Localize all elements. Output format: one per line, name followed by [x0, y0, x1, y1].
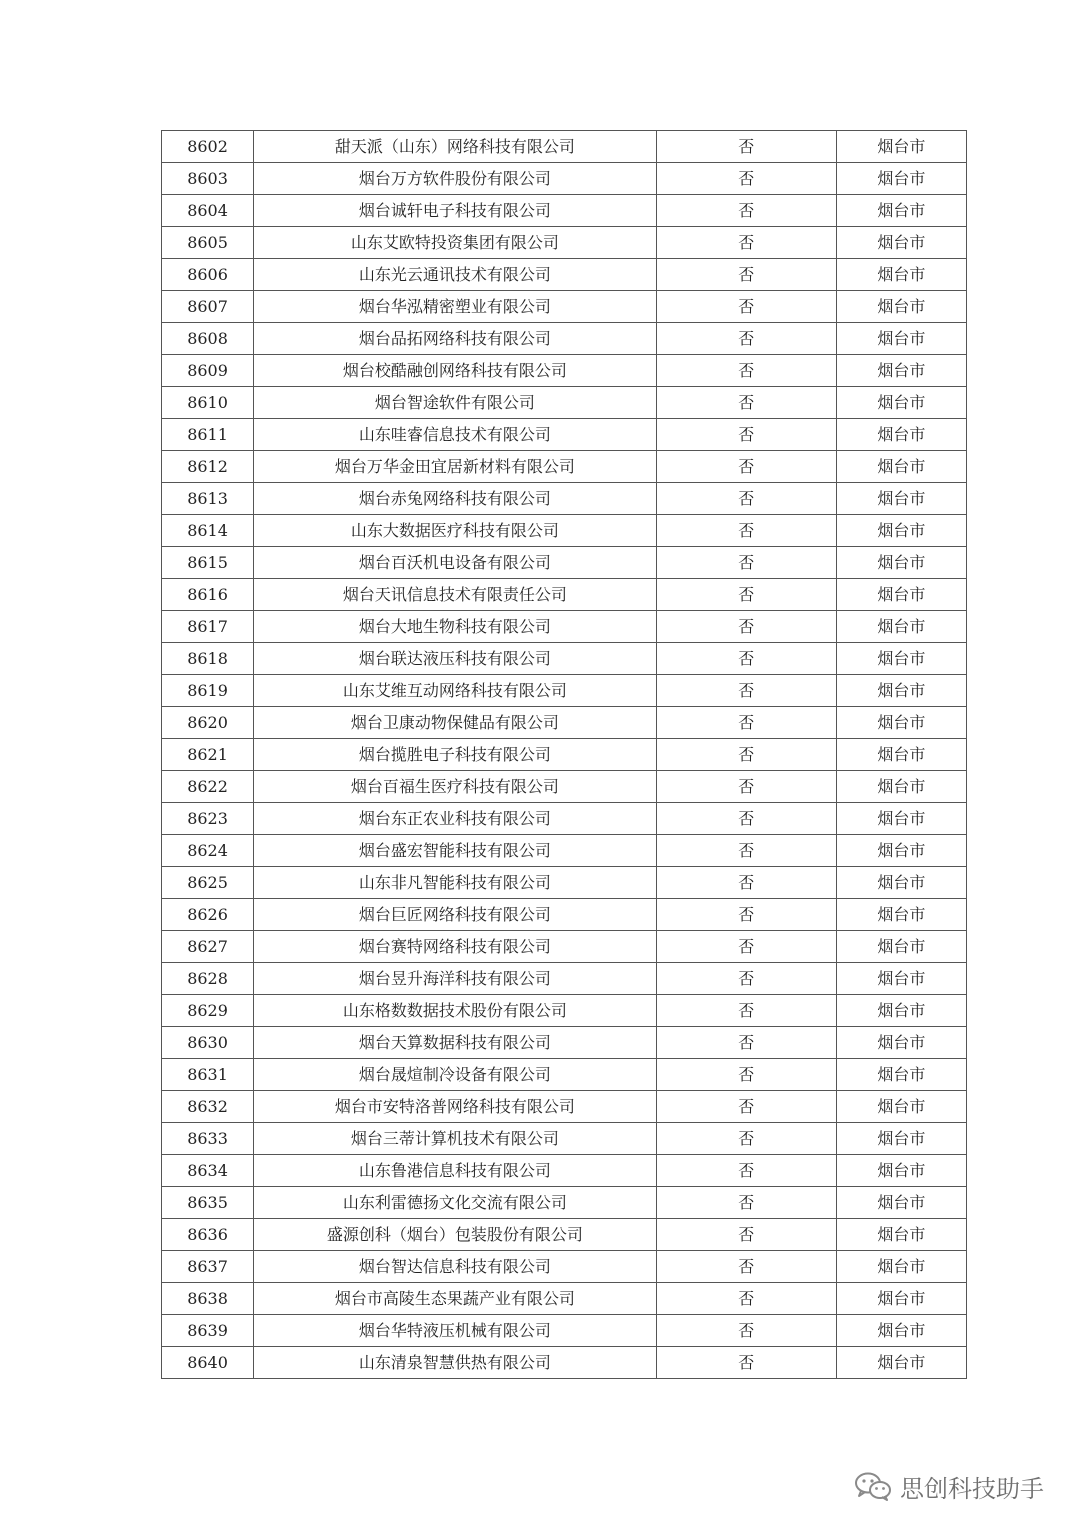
city-name: 烟台市 [836, 707, 966, 739]
flag-value: 否 [656, 1091, 836, 1123]
row-number: 8639 [162, 1315, 254, 1347]
table-row [162, 323, 967, 355]
company-name: 山东利雷德扬文化交流有限公司 [254, 1187, 657, 1219]
table-row [162, 131, 967, 163]
row-number: 8632 [162, 1091, 254, 1123]
table-row [162, 643, 967, 675]
row-number: 8634 [162, 1155, 254, 1187]
company-name: 烟台昱升海洋科技有限公司 [254, 963, 657, 995]
company-name: 山东哇睿信息技术有限公司 [254, 419, 657, 451]
table-row [162, 1123, 967, 1155]
city-name: 烟台市 [836, 1251, 966, 1283]
company-name: 烟台百沃机电设备有限公司 [254, 547, 657, 579]
company-name: 烟台卫康动物保健品有限公司 [254, 707, 657, 739]
flag-value: 否 [656, 195, 836, 227]
company-name: 烟台智途软件有限公司 [254, 387, 657, 419]
city-name: 烟台市 [836, 1347, 966, 1379]
company-name: 山东艾维互动网络科技有限公司 [254, 675, 657, 707]
row-number: 8636 [162, 1219, 254, 1251]
table-row [162, 451, 967, 483]
flag-value: 否 [656, 291, 836, 323]
table-row [162, 1187, 967, 1219]
row-number: 8633 [162, 1123, 254, 1155]
flag-value: 否 [656, 1155, 836, 1187]
row-number: 8615 [162, 547, 254, 579]
flag-value: 否 [656, 867, 836, 899]
city-name: 烟台市 [836, 579, 966, 611]
city-name: 烟台市 [836, 803, 966, 835]
flag-value: 否 [656, 835, 836, 867]
city-name: 烟台市 [836, 547, 966, 579]
table-row [162, 835, 967, 867]
flag-value: 否 [656, 131, 836, 163]
row-number: 8620 [162, 707, 254, 739]
flag-value: 否 [656, 451, 836, 483]
company-name: 烟台大地生物科技有限公司 [254, 611, 657, 643]
table-row [162, 1027, 967, 1059]
table-row [162, 579, 967, 611]
company-name: 山东非凡智能科技有限公司 [254, 867, 657, 899]
row-number: 8622 [162, 771, 254, 803]
city-name: 烟台市 [836, 1123, 966, 1155]
company-name: 山东鲁港信息科技有限公司 [254, 1155, 657, 1187]
company-name: 山东大数据医疗科技有限公司 [254, 515, 657, 547]
flag-value: 否 [656, 771, 836, 803]
flag-value: 否 [656, 1347, 836, 1379]
row-number: 8603 [162, 163, 254, 195]
table-row [162, 515, 967, 547]
city-name: 烟台市 [836, 675, 966, 707]
flag-value: 否 [656, 1059, 836, 1091]
company-name: 烟台诚轩电子科技有限公司 [254, 195, 657, 227]
flag-value: 否 [656, 227, 836, 259]
flag-value: 否 [656, 707, 836, 739]
flag-value: 否 [656, 515, 836, 547]
row-number: 8637 [162, 1251, 254, 1283]
table-row [162, 387, 967, 419]
city-name: 烟台市 [836, 387, 966, 419]
row-number: 8630 [162, 1027, 254, 1059]
row-number: 8638 [162, 1283, 254, 1315]
city-name: 烟台市 [836, 899, 966, 931]
city-name: 烟台市 [836, 451, 966, 483]
city-name: 烟台市 [836, 291, 966, 323]
row-number: 8627 [162, 931, 254, 963]
company-name: 烟台智达信息科技有限公司 [254, 1251, 657, 1283]
company-name: 山东清泉智慧供热有限公司 [254, 1347, 657, 1379]
flag-value: 否 [656, 1027, 836, 1059]
company-name: 烟台校酷融创网络科技有限公司 [254, 355, 657, 387]
city-name: 烟台市 [836, 1219, 966, 1251]
flag-value: 否 [656, 1283, 836, 1315]
city-name: 烟台市 [836, 227, 966, 259]
row-number: 8605 [162, 227, 254, 259]
company-table [161, 130, 967, 1379]
company-name: 烟台万方软件股份有限公司 [254, 163, 657, 195]
row-number: 8607 [162, 291, 254, 323]
city-name: 烟台市 [836, 483, 966, 515]
company-name: 烟台赤兔网络科技有限公司 [254, 483, 657, 515]
company-name: 烟台天算数据科技有限公司 [254, 1027, 657, 1059]
company-name: 山东艾欧特投资集团有限公司 [254, 227, 657, 259]
company-name: 烟台赛特网络科技有限公司 [254, 931, 657, 963]
row-number: 8635 [162, 1187, 254, 1219]
row-number: 8608 [162, 323, 254, 355]
flag-value: 否 [656, 323, 836, 355]
table-row [162, 739, 967, 771]
table-row [162, 195, 967, 227]
table-row [162, 291, 967, 323]
row-number: 8614 [162, 515, 254, 547]
row-number: 8616 [162, 579, 254, 611]
table-row [162, 867, 967, 899]
city-name: 烟台市 [836, 1283, 966, 1315]
table-row [162, 1155, 967, 1187]
table-row [162, 1251, 967, 1283]
company-name: 烟台市安特洛普网络科技有限公司 [254, 1091, 657, 1123]
city-name: 烟台市 [836, 131, 966, 163]
company-name: 烟台百福生医疗科技有限公司 [254, 771, 657, 803]
city-name: 烟台市 [836, 931, 966, 963]
table-row [162, 355, 967, 387]
company-name: 烟台华特液压机械有限公司 [254, 1315, 657, 1347]
city-name: 烟台市 [836, 1059, 966, 1091]
company-name: 烟台市高陵生态果蔬产业有限公司 [254, 1283, 657, 1315]
city-name: 烟台市 [836, 419, 966, 451]
row-number: 8626 [162, 899, 254, 931]
table-row [162, 547, 967, 579]
row-number: 8623 [162, 803, 254, 835]
company-name: 烟台揽胜电子科技有限公司 [254, 739, 657, 771]
row-number: 8628 [162, 963, 254, 995]
city-name: 烟台市 [836, 963, 966, 995]
company-name: 烟台天讯信息技术有限责任公司 [254, 579, 657, 611]
table-row [162, 483, 967, 515]
city-name: 烟台市 [836, 1315, 966, 1347]
city-name: 烟台市 [836, 835, 966, 867]
table-row [162, 1219, 967, 1251]
flag-value: 否 [656, 355, 836, 387]
watermark-text: 思创科技助手 [900, 1474, 1044, 1503]
city-name: 烟台市 [836, 643, 966, 675]
table-row [162, 707, 967, 739]
table-row [162, 1091, 967, 1123]
city-name: 烟台市 [836, 771, 966, 803]
table-row [162, 611, 967, 643]
flag-value: 否 [656, 1315, 836, 1347]
city-name: 烟台市 [836, 1155, 966, 1187]
company-name: 烟台东正农业科技有限公司 [254, 803, 657, 835]
flag-value: 否 [656, 899, 836, 931]
city-name: 烟台市 [836, 1027, 966, 1059]
row-number: 8629 [162, 995, 254, 1027]
flag-value: 否 [656, 1187, 836, 1219]
table-row [162, 675, 967, 707]
row-number: 8618 [162, 643, 254, 675]
row-number: 8640 [162, 1347, 254, 1379]
row-number: 8611 [162, 419, 254, 451]
row-number: 8609 [162, 355, 254, 387]
row-number: 8613 [162, 483, 254, 515]
table-row [162, 419, 967, 451]
row-number: 8612 [162, 451, 254, 483]
company-name: 烟台晟煊制冷设备有限公司 [254, 1059, 657, 1091]
row-number: 8606 [162, 259, 254, 291]
city-name: 烟台市 [836, 611, 966, 643]
company-name: 烟台盛宏智能科技有限公司 [254, 835, 657, 867]
table-row [162, 1059, 967, 1091]
table-row [162, 227, 967, 259]
table-body [162, 131, 967, 1379]
table-row [162, 1283, 967, 1315]
city-name: 烟台市 [836, 1187, 966, 1219]
city-name: 烟台市 [836, 355, 966, 387]
table-row [162, 1315, 967, 1347]
company-name: 烟台联达液压科技有限公司 [254, 643, 657, 675]
table-row [162, 899, 967, 931]
company-name: 盛源创科（烟台）包装股份有限公司 [254, 1219, 657, 1251]
city-name: 烟台市 [836, 739, 966, 771]
row-number: 8602 [162, 131, 254, 163]
flag-value: 否 [656, 931, 836, 963]
table-row [162, 963, 967, 995]
table-row [162, 163, 967, 195]
flag-value: 否 [656, 1251, 836, 1283]
row-number: 8625 [162, 867, 254, 899]
company-name: 烟台华泓精密塑业有限公司 [254, 291, 657, 323]
flag-value: 否 [656, 1123, 836, 1155]
table-row [162, 803, 967, 835]
row-number: 8624 [162, 835, 254, 867]
city-name: 烟台市 [836, 195, 966, 227]
row-number: 8619 [162, 675, 254, 707]
wechat-icon [854, 1471, 892, 1501]
row-number: 8610 [162, 387, 254, 419]
flag-value: 否 [656, 419, 836, 451]
table-row [162, 1347, 967, 1379]
flag-value: 否 [656, 259, 836, 291]
row-number: 8617 [162, 611, 254, 643]
company-name: 烟台品拓网络科技有限公司 [254, 323, 657, 355]
flag-value: 否 [656, 675, 836, 707]
flag-value: 否 [656, 739, 836, 771]
city-name: 烟台市 [836, 259, 966, 291]
flag-value: 否 [656, 483, 836, 515]
table-row [162, 771, 967, 803]
row-number: 8631 [162, 1059, 254, 1091]
flag-value: 否 [656, 995, 836, 1027]
city-name: 烟台市 [836, 515, 966, 547]
company-name: 烟台万华金田宜居新材料有限公司 [254, 451, 657, 483]
table-row [162, 259, 967, 291]
city-name: 烟台市 [836, 163, 966, 195]
row-number: 8604 [162, 195, 254, 227]
company-name: 山东格数数据技术股份有限公司 [254, 995, 657, 1027]
flag-value: 否 [656, 547, 836, 579]
flag-value: 否 [656, 803, 836, 835]
company-name: 烟台三蒂计算机技术有限公司 [254, 1123, 657, 1155]
flag-value: 否 [656, 387, 836, 419]
flag-value: 否 [656, 1219, 836, 1251]
company-name: 山东光云通讯技术有限公司 [254, 259, 657, 291]
company-name: 烟台巨匠网络科技有限公司 [254, 899, 657, 931]
city-name: 烟台市 [836, 995, 966, 1027]
flag-value: 否 [656, 643, 836, 675]
company-name: 甜天派（山东）网络科技有限公司 [254, 131, 657, 163]
city-name: 烟台市 [836, 323, 966, 355]
watermark [854, 1466, 1044, 1506]
flag-value: 否 [656, 611, 836, 643]
city-name: 烟台市 [836, 867, 966, 899]
flag-value: 否 [656, 963, 836, 995]
row-number: 8621 [162, 739, 254, 771]
table-row [162, 995, 967, 1027]
table-row [162, 931, 967, 963]
flag-value: 否 [656, 579, 836, 611]
flag-value: 否 [656, 163, 836, 195]
city-name: 烟台市 [836, 1091, 966, 1123]
